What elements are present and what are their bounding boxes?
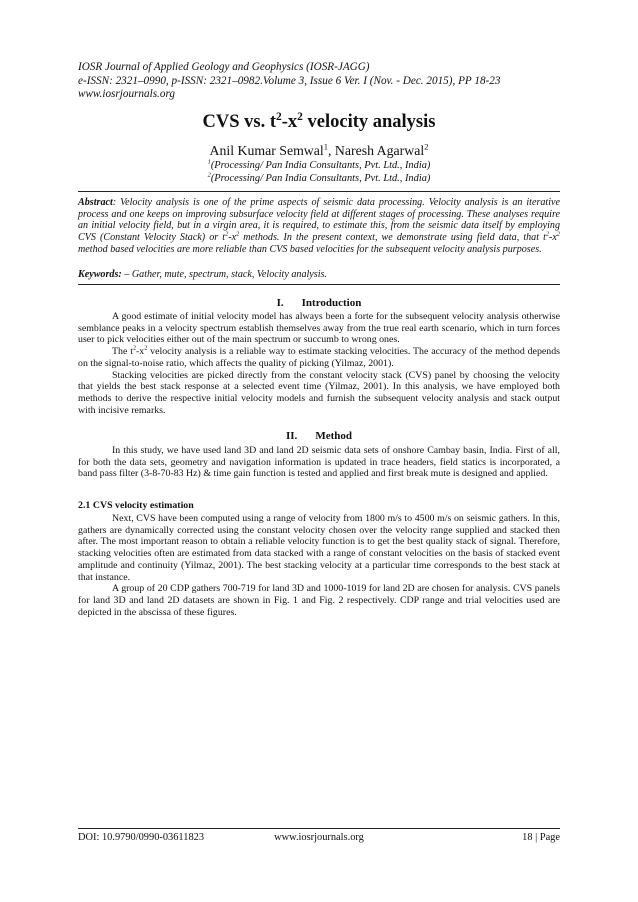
affiliation-text: (Processing/ Pan India Consultants, Pvt. Ltd., India)	[210, 173, 431, 184]
affiliation-superscript: 2	[207, 171, 211, 179]
affiliation	[0, 173, 638, 185]
journal-name: IOSR Journal of Applied Geology and Geophysics (IOSR-JAGG)	[78, 61, 370, 73]
author-line	[0, 143, 638, 159]
paragraph-superscript: 2	[132, 345, 137, 352]
title-part: CVS vs. t	[202, 112, 276, 132]
author-name: Anil Kumar Semwal	[209, 143, 324, 158]
abstract-text: -x	[228, 232, 237, 244]
paragraph-superscript: 2	[144, 345, 148, 352]
subsection-heading: 2.1 CVS velocity estimation	[78, 500, 194, 511]
abstract-superscript: 2	[236, 230, 240, 238]
journal-website: www.iosrjournals.org	[78, 88, 175, 101]
footer-rule	[78, 828, 560, 829]
paragraph	[78, 346, 560, 369]
author-superscript: 2	[424, 141, 429, 152]
author-superscript: 1	[323, 141, 329, 152]
introduction-body	[78, 311, 560, 416]
section-title: Method	[315, 430, 352, 442]
keywords-label: Keywords:	[78, 269, 122, 280]
abstract-text: method based velocities are more reliable than CVS based velocities for the subsequent velocity analysis purposes.	[78, 243, 542, 255]
affiliation-text: (Processing/ Pan India Consultants, Pvt. Ltd., India)	[210, 160, 431, 171]
author-name: Naresh Agarwal	[334, 143, 425, 158]
abstract-label: Abstract	[78, 197, 113, 208]
keywords-text: – Gather, mute, spectrum, stack, Velocity analysis.	[124, 269, 327, 280]
keywords	[78, 269, 560, 281]
abstract-text: methods. In the present context, we demonstrate using field data, that t	[239, 232, 546, 244]
abstract-superscript: 2	[225, 230, 229, 238]
section-heading-method	[0, 430, 638, 443]
paragraph: Next, CVS have been computed using a range of velocity from 1800 m/s to 4500 m/s on seismic gathers. In this, gathers are dynamically corrected using the constant velocity chosen over the velocity range supplied and stacked then after. The most important reason to obtain a reliable velocity function is to get the best quality stack of signal. Therefore, stacking velocities often are estimated from data stacked with a range of constant velocities on the basis of stacked event amplitude and continuity (Yilmaz, 2001). The best stacking velocity at a particular time corresponds to the best stack at that instance.	[78, 513, 560, 583]
paper-title	[0, 111, 638, 133]
paragraph: A good estimate of initial velocity model has always been a forte for the subsequent velocity analysis otherwise semblance peaks in a velocity spectrum establish themselves away from the true real earth scenario, which in turn forces user to pick velocities either out of the main spectrum or succumb to wrong ones.	[78, 311, 560, 346]
abstract-superscript: 2	[545, 230, 550, 238]
title-superscript: 2	[276, 110, 282, 123]
paragraph-text: velocity analysis is a reliable way to estimate stacking velocities. The accuracy of the method depends on the signal-to-noise ratio, which affects the quality of picking (Yilmaz, 2001).	[78, 346, 560, 369]
footer-page-number: 18 | Page	[522, 832, 560, 843]
method-body	[78, 445, 560, 480]
affiliation-superscript: 1	[207, 158, 211, 166]
paragraph: In this study, we have used land 3D and land 2D seismic data sets of onshore Cambay basin, India. First of all, for both the data sets, geometry and navigation information is updated in trace headers, field statics is incorporated, a band pass filter (3-8-70-83 Hz) & time gain function is tested and applied and first break mute is designed and applied.	[78, 445, 560, 480]
title-part: -x	[281, 112, 298, 132]
section-title: Introduction	[301, 297, 362, 309]
section-number: I.	[276, 297, 284, 309]
footer-doi: DOI: 10.9790/0990-03611823	[78, 832, 205, 843]
journal-header	[78, 61, 578, 102]
abstract-top-rule	[78, 191, 560, 192]
section-heading-introduction	[0, 297, 638, 310]
abstract-text: -x	[549, 232, 557, 244]
paragraph: Stacking velocities are picked directly from the constant velocity stack (CVS) panel by choosing the velocity that yields the best stack response at a selected event time (Yilmaz, 2001). In this analysis, we have employed both methods to derive the respective initial velocity models and furnish the subsequent velocity analysis and stack output with incisive remarks.	[78, 369, 560, 416]
paragraph-text: -x	[136, 346, 145, 358]
footer-website: www.iosrjournals.org	[274, 832, 364, 843]
subsection-body	[78, 513, 560, 618]
journal-issn: e-ISSN: 2321–0990, p-ISSN: 2321–0982.Volume 3, Issue 6 Ver. I (Nov. - Dec. 2015), PP 18-23	[78, 74, 501, 87]
title-superscript: 2	[297, 110, 303, 123]
abstract-text: : Velocity analysis is one of the prime aspects of seismic data processing. Velocity analysis is an iterative process and one keeps on improving subsurface velocity field at different stages of processing. These analyses require an initial velocity field, but in a virgin area, it is required, to estimate this, from the seismic data itself by employing CVS (Constant Velocity Stack) or t	[78, 197, 560, 244]
paragraph-text: The t	[112, 346, 133, 358]
abstract	[78, 197, 560, 256]
abstract-bottom-rule	[78, 284, 560, 285]
author-separator: ,	[328, 143, 335, 158]
paragraph: A group of 20 CDP gathers 700-719 for land 3D and 1000-1019 for land 2D are chosen for analysis. CVS panels for land 3D and land 2D datasets are shown in Fig. 1 and Fig. 2 respectively. CDP range and trial velocities used are depicted in the abscissa of these figures.	[78, 583, 560, 618]
affiliation	[0, 160, 638, 172]
section-number: II.	[286, 430, 298, 442]
title-part: velocity analysis	[302, 112, 436, 132]
abstract-superscript: 2	[556, 230, 560, 238]
